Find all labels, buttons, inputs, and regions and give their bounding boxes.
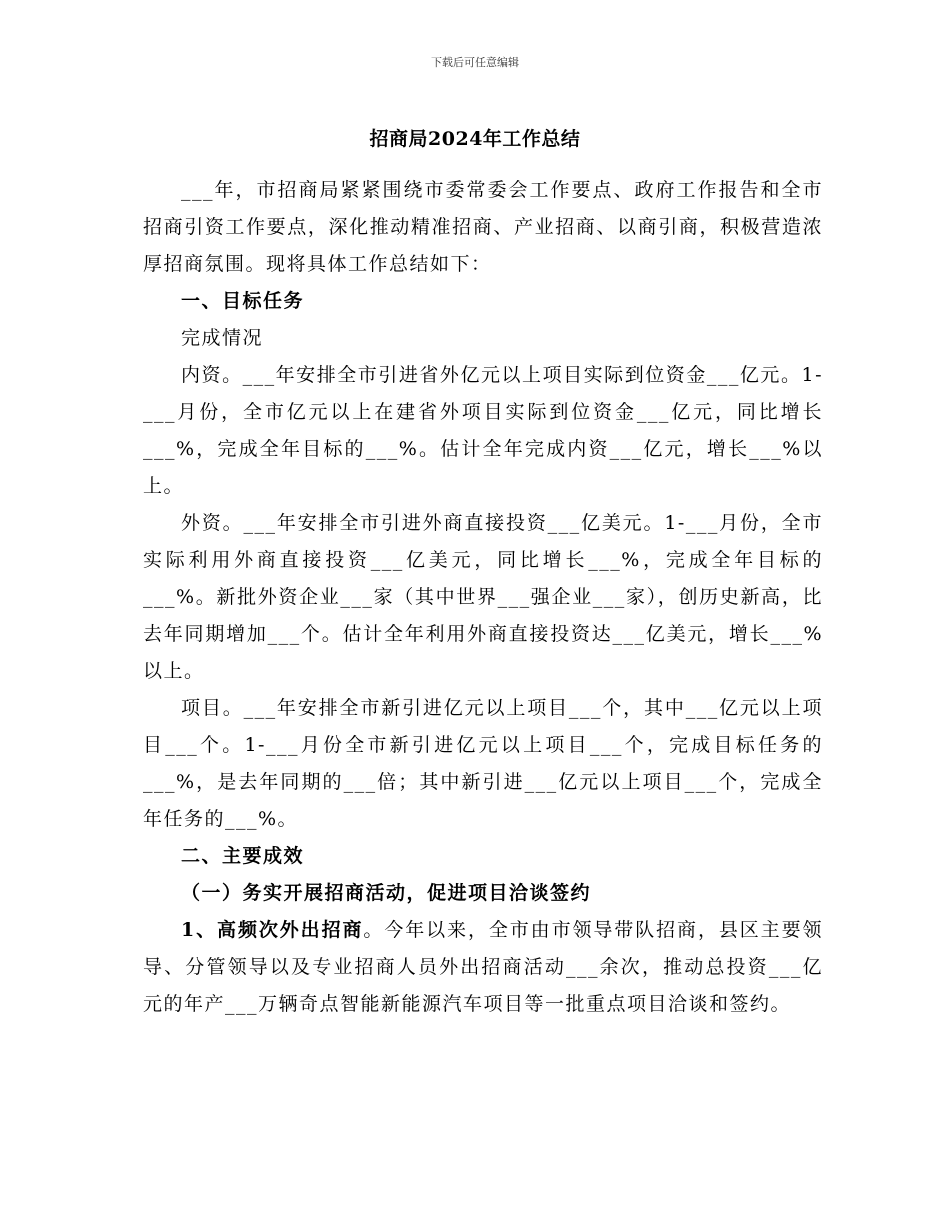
section-heading-achievements: 二、主要成效 <box>181 845 305 867</box>
subsection-heading-activities: （一）务实开展招商活动，促进项目洽谈签约 <box>181 882 592 904</box>
completion-label: 完成情况 <box>181 327 264 349</box>
domestic-capital-paragraph: 内资。___年安排全市引进省外亿元以上项目实际到位资金___亿元。1-___月份，全市亿元以上在建省外项目实际到位资金___亿元，同比增长___%，完成全年目标的___%。估计全年完成内资___亿元，增长___%以上。 <box>143 364 823 497</box>
foreign-capital-paragraph: 外资。___年安排全市引进外商直接投资___亿美元。1-___月份，全市实际利用外商直接投资___亿美元，同比增长___%，完成全年目标的___%。新批外资企业___家（其中世界___强企业___家），创历史新高，比去年同期增加___个。估计全年利用外商直接投资达___亿美元，增长___%以上。 <box>143 512 823 682</box>
page-header-note: 下载后可任意编辑 <box>431 56 519 69</box>
document-body <box>143 172 823 1023</box>
item1-lead: 1、高频次外出招商 <box>181 919 364 941</box>
intro-paragraph: ___年，市招商局紧紧围绕市委常委会工作要点、政府工作报告和全市招商引资工作要点，深化推动精准招商、产业招商、以商引商，积极营造浓厚招商氛围。现将具体工作总结如下： <box>143 179 823 275</box>
item1-text: 。今年以来，全市由市领导带队招商，县区主要领导、分管领导以及专业招商人员外出招商活动___余次，推动总投资___亿元的年产___万辆奇点智能新能源汽车项目等一批重点项目洽谈和签约。 <box>143 919 823 1015</box>
section-heading-targets: 一、目标任务 <box>181 290 305 312</box>
document-title: 招商局2024年工作总结 <box>369 128 581 150</box>
item1-paragraph <box>143 912 823 1023</box>
projects-paragraph: 项目。___年安排全市新引进亿元以上项目___个，其中___亿元以上项目___个。1-___月份全市新引进亿元以上项目___个，完成目标任务的___%，是去年同期的___倍；其中新引进___亿元以上项目___个，完成全年任务的___%。 <box>143 697 823 830</box>
